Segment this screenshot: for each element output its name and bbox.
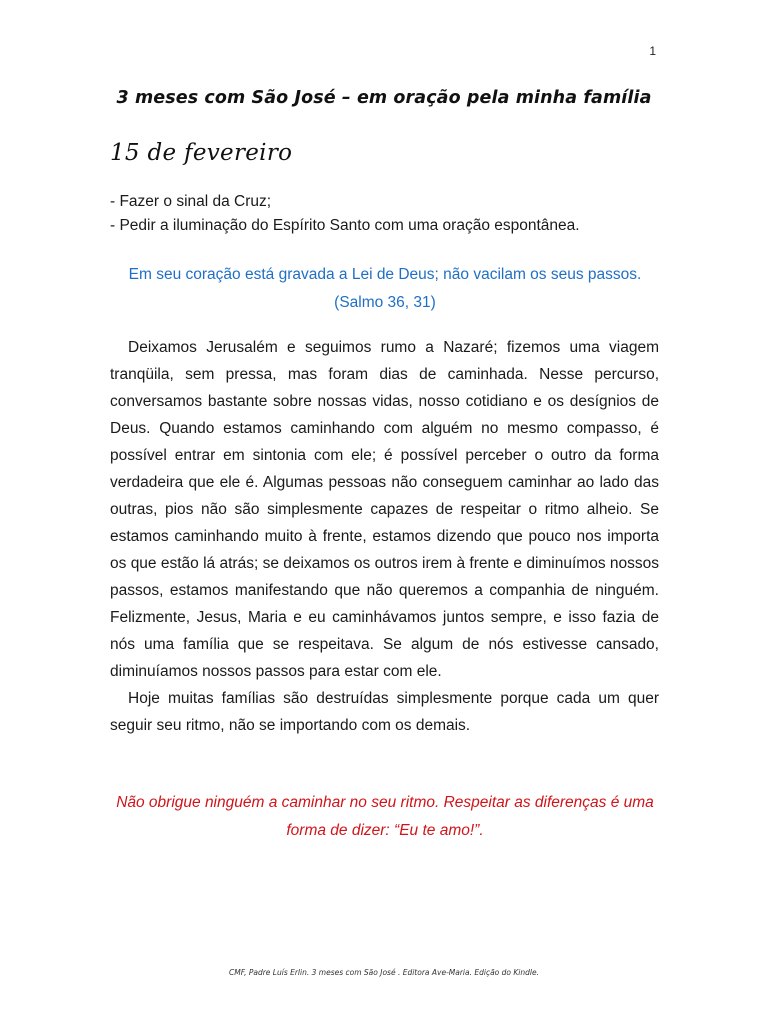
scripture-verse: Em seu coração está gravada a Lei de Deus; não vacilam os seus passos. (Salmo 36, 31) — [128, 266, 642, 311]
instruction-item: - Pedir a iluminação do Espírito Santo com uma oração espontânea. — [110, 217, 580, 234]
body-paragraph: Hoje muitas famílias são destruídas simplesmente porque cada um quer seguir seu ritmo, não se importando com os demais. — [110, 690, 659, 734]
instructions-list — [110, 190, 670, 238]
body-text — [110, 334, 659, 739]
document-title: 3 meses com São José – em oração pela minha família — [116, 88, 652, 108]
page-number: 1 — [649, 44, 656, 58]
instruction-item: - Fazer o sinal da Cruz; — [110, 193, 272, 210]
page-footer: CMF, Padre Luís Erlin. 3 meses com São José . Editora Ave-Maria. Edição do Kindle. — [229, 968, 539, 977]
closing-quote: Não obrigue ninguém a caminhar no seu ritmo. Respeitar as diferenças é uma forma de dizer: “Eu te amo!”. — [116, 794, 654, 839]
date-heading: 15 de fevereiro — [110, 140, 293, 166]
body-paragraph: Deixamos Jerusalém e seguimos rumo a Nazaré; fizemos uma viagem tranqüila, sem pressa, mas foram dias de caminhada. Nesse percurso, conversamos bastante sobre nossas vidas, nosso cotidiano e os desígnios de Deus. Quando estamos caminhando com alguém no mesmo compasso, é possível entrar em sintonia com ele; é possível perceber o outro da forma verdadeira que ele é. Algumas pessoas não conseguem caminhar ao lado das outras, pios não são simplesmente capazes de respeitar o ritmo alheio. Se estamos caminhando muito à frente, estamos dizendo que pouco nos importa os que estão lá atrás; se deixamos os outros irem à frente e diminuímos nossos passos, estamos manifestando que não queremos a companhia de ninguém. Felizmente, Jesus, Maria e eu caminhávamos juntos sempre, e isso fazia de nós uma família que se respeitava. Se algum de nós estivesse cansado, diminuíamos nossos passos para estar com ele. — [110, 339, 659, 680]
